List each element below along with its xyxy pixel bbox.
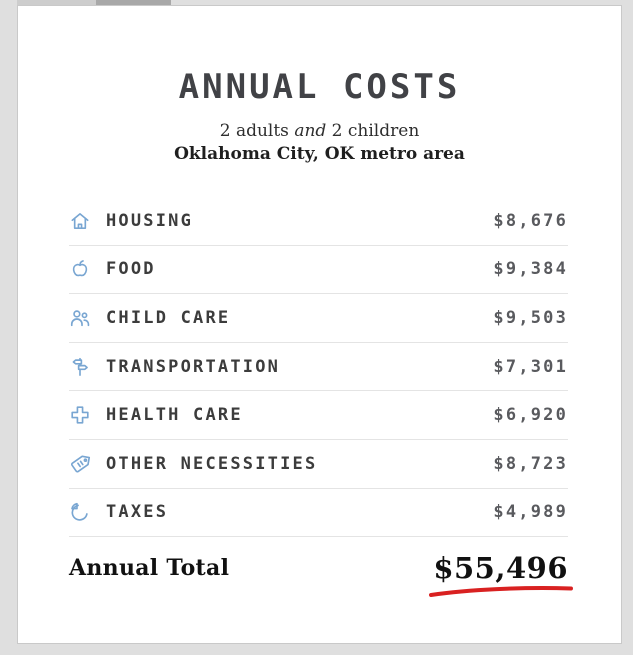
annual-costs-card	[17, 5, 622, 644]
cost-category-label: TRANSPORTATION	[106, 356, 281, 377]
medical-cross-icon	[69, 404, 91, 426]
subtitle-children: 2 children	[326, 121, 420, 141]
cost-category-label: HEALTH CARE	[106, 405, 243, 426]
annual-total-label: Annual Total	[69, 555, 230, 582]
metro-area-label: Oklahoma City, OK metro area	[174, 144, 465, 164]
cost-row	[69, 440, 568, 489]
cost-row	[69, 391, 568, 440]
cost-category-label: FOOD	[106, 259, 156, 280]
cost-category-label: CHILD CARE	[106, 307, 231, 328]
cost-row	[69, 197, 568, 246]
cost-row	[69, 489, 568, 538]
family-type-subtitle	[18, 121, 621, 141]
cost-row	[69, 246, 568, 295]
cost-amount: $9,384	[493, 259, 568, 280]
annual-total-value	[433, 551, 568, 585]
page-title: ANNUAL COSTS	[178, 67, 461, 107]
costs-table	[69, 197, 568, 537]
cost-row	[69, 343, 568, 392]
cost-row	[69, 294, 568, 343]
house-icon	[69, 210, 91, 232]
signpost-icon	[69, 356, 91, 378]
card-header	[18, 69, 621, 164]
price-tag-icon	[69, 453, 91, 475]
cost-amount: $8,676	[493, 210, 568, 231]
apple-icon	[69, 258, 91, 280]
cost-amount: $6,920	[493, 405, 568, 426]
people-icon	[69, 307, 91, 329]
cost-amount: $7,301	[493, 356, 568, 377]
cost-amount: $8,723	[493, 453, 568, 474]
cost-category-label: HOUSING	[106, 210, 194, 231]
cost-category-label: TAXES	[106, 502, 169, 523]
cost-category-label: OTHER NECESSITIES	[106, 453, 318, 474]
cost-amount: $4,989	[493, 502, 568, 523]
annual-total-row	[69, 537, 568, 597]
subtitle-adults: 2 adults	[219, 121, 295, 141]
red-underline-stroke	[428, 584, 574, 598]
pie-chart-icon	[69, 501, 91, 523]
annual-total-amount: $55,496	[433, 551, 568, 586]
cost-amount: $9,503	[493, 307, 568, 328]
subtitle-conjunction: and	[294, 121, 327, 141]
